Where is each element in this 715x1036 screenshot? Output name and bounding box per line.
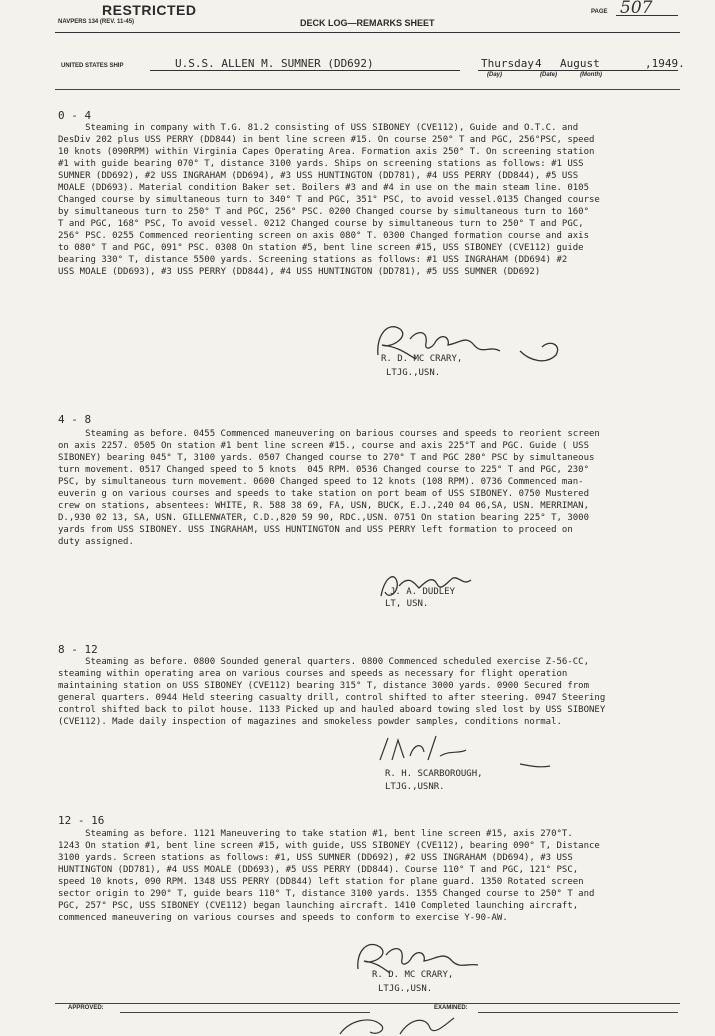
- examined-label: EXAMINED:: [434, 1005, 468, 1011]
- watch-entry: Steaming as before. 0800 Sounded general quarters. 0800 Commenced scheduled exercise Z-56-CC, steaming within operating area on various courses and speeds as necessary for flight operation maintaining station on USS SIBONEY (CVE112) bearing 315° T, distance 3000 yards. 0900 Secured from general quarters. 0944 Held steering casualty drill, control shifted to after steering. 0947 Steering control shifted back to pilot house. 1133 Picked up and hauled aboard towing sled lost by USS SIBONEY (CVE112). Made daily inspection of magazines and smokeless powder samples, conditions normal.: [58, 657, 606, 727]
- page-label: PAGE: [591, 9, 608, 15]
- signature-rank: LTJG.,USN.: [386, 368, 441, 378]
- log-date: 4: [535, 57, 542, 70]
- form-number: NAVPERS 134 (REV. 11-45): [58, 19, 135, 25]
- signature-rank: LT, USN.: [385, 599, 429, 609]
- watch-entry: Steaming in company with T.G. 81.2 consisting of USS SIBONEY (CVE112), Guide and O.T.C. and DesDiv 202 plus USS PERRY (DD844) in bent line screen #15. On course 250° T and PGC, 256°PSC, speed 10 knots (090RPM) within Virginia Capes Operating Area. Formation axis 250° T. On screening station #1 with guide bearing 070° T, distance 3100 yards. Ships on screening stations as follows: #1 USS SUMNER (DD692), #2 USS INGRAHAM (DD694), #3 USS HUNTINGTON (DD781), #4 USS PERRY (DD844), #5 USS MOALE (DD693). Material condition Baker set. Boilers #3 and #4 in use on the main steam line. 0105 Changed course by simultaneous turn to 340° T and PGC, 351° PSC, to avoid vessel.0135 Changed course by simultaneous turn to 250° T and PGC, 256° PSC. 0200 Changed course by simultaneous turn to 160° T and PGC, 168° PSC, To avoid vessel. 0212 Changed course by simultaneous turn to 250° T and PGC, 256° PSC. 0255 Commenced reorienting screen on axis 080° T. 0300 Changed formation course and axis to 080° T and PGC, 091° PSC. 0308 On station #5, bent line screen #15, USS SIBONEY (CVE112) guide bearing 330° T, distance 5500 yards. Screening stations as follows: #1 USS INGRAHAM (DD694) #2 USS MOALE (DD693), #3 USS PERRY (DD844), #4 USS HUNTINGTON (DD781), #5 USS SUMNER (DD692): [58, 123, 600, 277]
- sheet-title: DECK LOG—REMARKS SHEET: [300, 18, 435, 28]
- signature-name: R. D. MC CRARY,: [381, 354, 463, 364]
- watch-label: 8 - 12: [58, 643, 98, 656]
- watch-label: 4 - 8: [58, 413, 92, 426]
- approved-label: APPROVED:: [68, 1005, 104, 1011]
- top-rule: [55, 32, 680, 33]
- signature-mccrary: [370, 315, 570, 375]
- ship-label: UNITED STATES SHIP: [61, 63, 124, 69]
- page-number: 507: [620, 0, 653, 18]
- examined-line: [478, 1012, 678, 1013]
- restricted-marking: RESTRICTED: [102, 2, 197, 18]
- ship-underline: [150, 70, 460, 71]
- log-month: August: [560, 57, 600, 70]
- signature-rank: LTJG.,USNR.: [385, 782, 445, 792]
- log-year: ,1949.: [645, 57, 685, 70]
- ship-name: U.S.S. ALLEN M. SUMNER (DD692): [175, 57, 374, 70]
- signature-name: R. H. SCARBOROUGH,: [385, 769, 483, 779]
- watch-entry: Steaming as before. 1121 Maneuvering to take station #1, bent line screen #15, axis 270°T. 1243 On station #1, bent line screen #15, with guide, USS SIBONEY (CVE112), bearing 090° T, Distance 3100 yards. Screen stations as follows: #1, USS SUMNER (DD692), #2 USS INGRAHAM (DD694), #3 USS HUNTINGTON (DD781), #4 USS MOALE (DD693), #5 USS PERRY (DD844). Course 110° T and PGC, 121° PSC, speed 10 knots, 090 RPM. 1348 USS PERRY (DD844) left station for plane guard. 1350 Rotated screen sector origin to 290° T, guide bears 110° T, distance 3100 yards. 1355 Changed course to 250° T and PGC, 257° PSC, USS SIBONEY (CVE112) began launching aircraft. 1410 Completed launching aircraft, commenced maneuvering on various courses and speeds to conform to exercise Y-90-AW.: [58, 829, 600, 923]
- signature-name: R. D. MC CRARY,: [372, 970, 454, 980]
- watch-entry: Steaming as before. 0455 Commenced maneuvering on barious courses and speeds to reorient screen on axis 2257. 0505 On station #1 bent line screen #15., course and axis 225°T and PGC. Guide ( USS SIBONEY) bearing 045° T, 3100 yards. 0507 Changed course to 270° T and PGC 280° PSC by simultaneous turn movement. 0517 Changed speed to 5 knots 045 RPM. 0536 Changed course to 225° T and PGC, 230° PSC, by simultaneous turn movement. 0600 Changed speed to 12 knots (108 RPM). 0736 Commenced man- euverin g on various courses and speeds to take station on port beam of USS SIBONEY. 0750 Mustered crew on stations, absentees: WHITE, R. 588 38 69, FA, USN, BUCK, E.J.,240 04 06,SA, USN. MERRIMAN, D.,930 02 13, SA, USN. GILLENWATER, C.D.,820 59 90, RDC.,USN. 0751 On station bearing 225° T, 3000 yards from USS SIBONEY. USS INGRAHAM, USS HUNTINGTON and USS PERRY left formation to proceed on duty assigned.: [58, 429, 600, 547]
- signature-scarborough: [370, 730, 580, 770]
- day-caption: (Day): [487, 72, 503, 78]
- header-rule: [55, 89, 680, 90]
- date-underline: [478, 70, 678, 71]
- log-day: Thursday: [481, 57, 534, 70]
- month-caption: (Month): [580, 72, 602, 78]
- examiner-signature: [330, 1010, 480, 1036]
- date-caption: (Date): [540, 72, 558, 78]
- signature-name: J. A. DUDLEY: [390, 587, 456, 597]
- page-underline: [616, 15, 678, 16]
- watch-label: 0 - 4: [58, 109, 92, 122]
- watch-label: 12 - 16: [58, 814, 105, 827]
- bottom-rule: [55, 1003, 680, 1004]
- signature-rank: LTJG.,USN.: [378, 984, 433, 994]
